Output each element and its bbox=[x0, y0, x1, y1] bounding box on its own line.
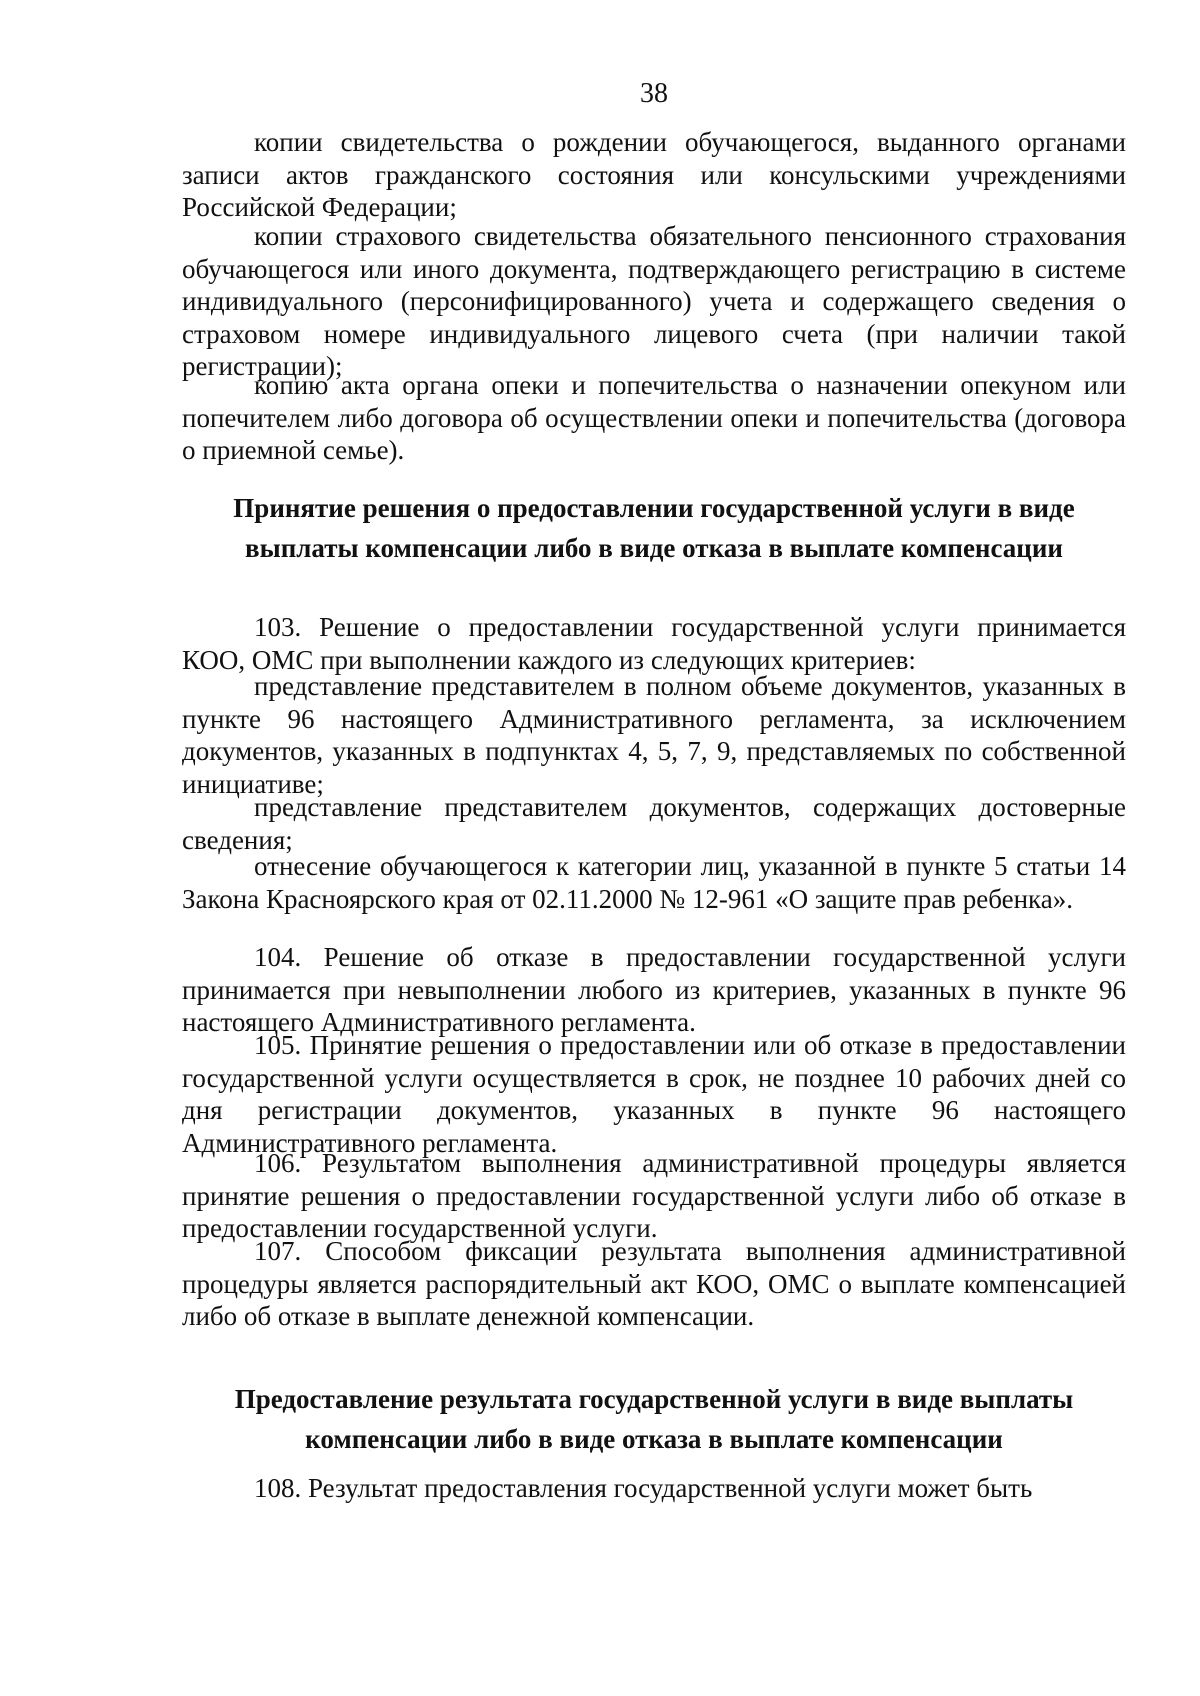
section-heading-decision: Принятие решения о предоставлении государственной услуги в виде выплаты компенсации либо в виде отказа в выплате компенсации bbox=[233, 493, 1075, 563]
paragraph-criterion-documents: представление представителем в полном объеме документов, указанных в пункте 96 настоящего Административного регламента, за исключением документов, указанных в подпунктах 4, 5, 7, 9, представляемых по собственной инициативе; bbox=[182, 671, 1126, 799]
paragraph-105: 105. Принятие решения о предоставлении или об отказе в предоставлении государственной услуги осуществляется в срок, не позднее 10 рабочих дней со дня регистрации документов, указанных в пункте 96 настоящего Административного регламента. bbox=[182, 1030, 1126, 1158]
paragraph-104: 104. Решение об отказе в предоставлении государственной услуги принимается при невыполнении любого из критериев, указанных в пункте 96 настоящего Административного регламента. bbox=[182, 942, 1126, 1037]
paragraph-pension-insurance: копии страхового свидетельства обязательного пенсионного страхования обучающегося или иного документа, подтверждающего регистрацию в системе индивидуального (персонифицированного) учета и содержащего сведения о страховом номере индивидуального лицевого счета (при наличии такой регистрации); bbox=[182, 221, 1126, 381]
paragraph-108: 108. Результат предоставления государственной услуги может быть bbox=[254, 1473, 1033, 1503]
section-heading-result: Предоставление результата государственной услуги в виде выплаты компенсации либо в виде отказа в выплате компенсации bbox=[234, 1384, 1074, 1454]
page-number: 38 bbox=[640, 78, 668, 109]
paragraph-107: 107. Способом фиксации результата выполнения административной процедуры является распорядительный акт КОО, ОМС о выплате компенсацией либо об отказе в выплате денежной компенсации. bbox=[182, 1236, 1126, 1331]
paragraph-criterion-category: отнесение обучающегося к категории лиц, указанной в пункте 5 статьи 14 Закона Красноярского края от 02.11.2000 № 12-961 «О защите прав ребенка». bbox=[182, 851, 1126, 914]
paragraph-criterion-reliable: представление представителем документов, содержащих достоверные сведения; bbox=[182, 792, 1126, 855]
paragraph-106: 106. Результатом выполнения административной процедуры является принятие решения о предоставлении государственной услуги либо об отказе в предоставлении государственной услуги. bbox=[182, 1148, 1126, 1243]
paragraph-birth-certificate: копии свидетельства о рождении обучающегося, выданного органами записи актов гражданского состояния или консульскими учреждениями Российской Федерации; bbox=[182, 127, 1126, 222]
paragraph-guardianship-act: копию акта органа опеки и попечительства о назначении опекуном или попечителем либо договора об осуществлении опеки и попечительства (договора о приемной семье). bbox=[182, 370, 1126, 465]
paragraph-103: 103. Решение о предоставлении государственной услуги принимается КОО, ОМС при выполнении каждого из следующих критериев: bbox=[182, 612, 1126, 675]
